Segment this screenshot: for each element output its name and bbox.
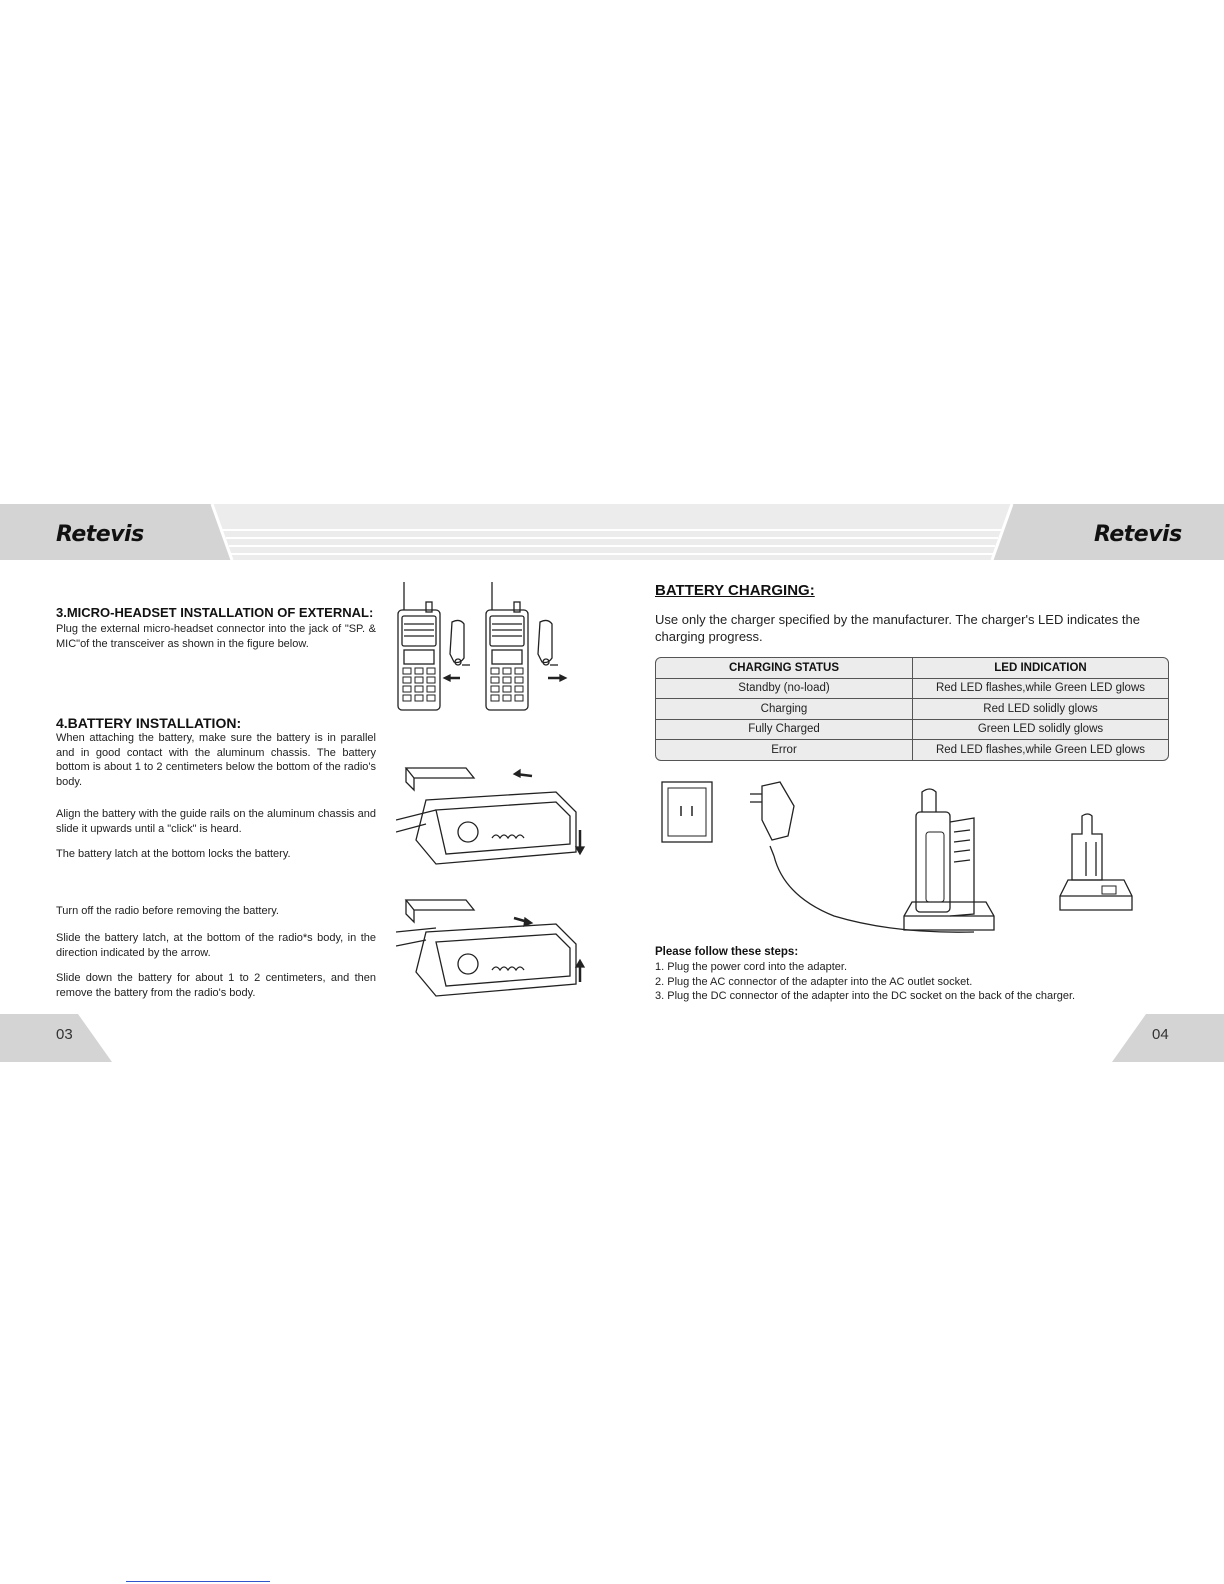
micro-headset-title: 3.MICRO-HEADSET INSTALLATION OF EXTERNAL: — [56, 605, 374, 620]
battery-install-p2: Align the battery with the guide rails on the aluminum chassis and slide it upwards until a "click" is heard. — [56, 808, 376, 835]
table-cell: Red LED flashes,while Green LED glows — [935, 743, 1146, 756]
table-row — [656, 679, 1168, 700]
charger-base-icon — [1060, 814, 1132, 910]
battery-remove-p6: Slide down the battery for about 1 to 2 centimeters, and then remove the battery from the radio's body. — [56, 972, 376, 999]
step-item: 1. Plug the power cord into the adapter. — [655, 961, 848, 973]
table-cell: Standby (no-load) — [656, 679, 913, 700]
battery-install-p1: When attaching the battery, make sure the battery is in parallel and in good contact with the aluminum chassis. The battery bottom is about 1 to 2 centimeters below the bottom of the radio's body. — [56, 732, 376, 788]
table-cell: Charging — [656, 699, 913, 720]
charging-setup-illustration — [660, 772, 1180, 942]
battery-installation-title: 4.BATTERY INSTALLATION: — [56, 715, 242, 731]
table-row — [656, 740, 1168, 760]
micro-headset-text: Plug the external micro-headset connector into the jack of "SP. & MIC"of the transceiver as shown in the figure below. — [56, 623, 376, 650]
battery-remove-illustration — [396, 892, 596, 1002]
table-cell: Red LED solidly glows — [913, 699, 1168, 720]
header-charging-status: CHARGING STATUS — [656, 658, 913, 679]
table-cell: Error — [656, 740, 913, 760]
battery-install-p3: The battery latch at the bottom locks the battery. — [56, 848, 291, 860]
battery-remove-p5: Slide the battery latch, at the bottom of the radio*s body, in the direction indicated by the arrow. — [56, 932, 376, 959]
table-cell: Red LED flashes,while Green LED glows — [913, 679, 1168, 700]
power-adapter-icon — [750, 782, 974, 932]
headset-installation-illustration — [388, 580, 588, 715]
table-row — [656, 720, 1168, 741]
charging-status-table — [655, 657, 1169, 761]
steps-title: Please follow these steps: — [655, 946, 799, 958]
brand-logo-left: Retevis — [56, 522, 144, 547]
brand-logo-right: Retevis — [1094, 522, 1182, 547]
page-number-left: 03 — [56, 1026, 73, 1043]
wall-outlet-icon — [662, 782, 712, 842]
page-number-right: 04 — [1152, 1026, 1169, 1043]
radio-left-icon — [398, 582, 470, 710]
battery-remove-p4: Turn off the radio before removing the battery. — [56, 905, 279, 917]
radio-right-icon — [486, 582, 566, 710]
header-band — [0, 504, 1224, 560]
charger-with-radio-icon — [904, 789, 994, 930]
table-cell: Fully Charged — [656, 720, 913, 741]
table-row — [656, 699, 1168, 720]
table-header-row — [656, 658, 1168, 679]
step-item: 3. Plug the DC connector of the adapter into the DC socket on the back of the charger. — [655, 990, 1076, 1002]
battery-charging-intro: Use only the charger specified by the manufacturer. The charger's LED indicates the charging progress. — [655, 612, 1140, 644]
bottom-link-underline — [126, 1581, 270, 1582]
table-cell: Green LED solidly glows — [913, 720, 1168, 741]
header-led-indication: LED INDICATION — [913, 658, 1168, 679]
battery-charging-title: BATTERY CHARGING: — [655, 582, 815, 599]
footer-band — [0, 1014, 1224, 1064]
battery-attach-illustration — [396, 760, 596, 870]
step-item: 2. Plug the AC connector of the adapter into the AC outlet socket. — [655, 976, 973, 988]
